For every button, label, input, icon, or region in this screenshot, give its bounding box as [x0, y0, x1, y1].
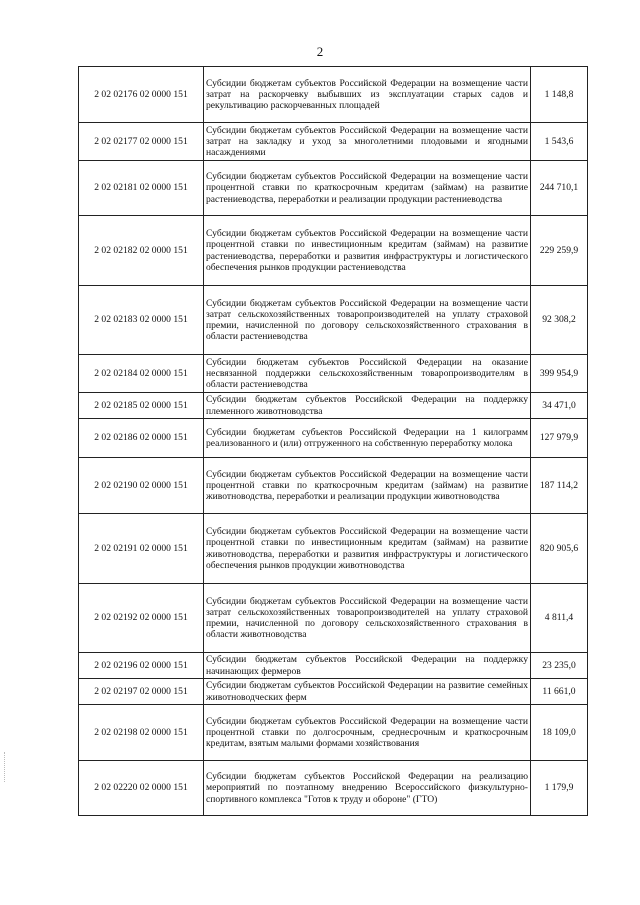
row-description: Субсидии бюджетам субъектов Российской Федерации на возмещение части затрат на раскорчевку выбывших из эксплуатации старых садов и рекультивацию раскорчеванных площадей	[204, 67, 531, 123]
row-amount: 1 543,6	[531, 123, 588, 161]
row-amount: 18 109,0	[531, 705, 588, 761]
row-amount: 1 179,9	[531, 761, 588, 816]
table-row	[79, 705, 588, 761]
row-code: 2 02 02190 02 0000 151	[79, 458, 204, 514]
row-description: Субсидии бюджетам субъектов Российской Федерации на реализацию мероприятий по поэтапному внедрению Всероссийского физкультурно-спортивного комплекса "Готов к труду и обороне" (ГТО)	[204, 761, 531, 816]
row-description: Субсидии бюджетам субъектов Российской Федерации на возмещение части процентной ставки по краткосрочным кредитам (займам) на развитие растениеводства, переработки и реализации продукции растениеводства	[204, 161, 531, 216]
table-row	[79, 161, 588, 216]
row-description: Субсидии бюджетам субъектов Российской Федерации на возмещение части затрат сельскохозяйственных товаропроизводителей на уплату страховой премии, начисленной по договору сельскохозяйственного страхования в области растениеводства	[204, 286, 531, 355]
table-row	[79, 67, 588, 123]
table-row	[79, 584, 588, 653]
row-amount: 820 905,6	[531, 514, 588, 584]
row-description: Субсидии бюджетам субъектов Российской Федерации на возмещение части затрат на закладку и уход за многолетними плодовыми и ягодными насаждениями	[204, 123, 531, 161]
row-amount: 399 954,9	[531, 355, 588, 393]
row-amount: 244 710,1	[531, 161, 588, 216]
row-amount: 1 148,8	[531, 67, 588, 123]
row-description: Субсидии бюджетам субъектов Российской Федерации на развитие семейных животноводческих ферм	[204, 679, 531, 705]
table-row	[79, 419, 588, 458]
row-description: Субсидии бюджетам субъектов Российской Федерации на поддержку племенного животноводства	[204, 393, 531, 419]
row-amount: 187 114,2	[531, 458, 588, 514]
row-code: 2 02 02191 02 0000 151	[79, 514, 204, 584]
row-code: 2 02 02183 02 0000 151	[79, 286, 204, 355]
row-code: 2 02 02185 02 0000 151	[79, 393, 204, 419]
row-code: 2 02 02197 02 0000 151	[79, 679, 204, 705]
table-row	[79, 653, 588, 679]
table-row	[79, 216, 588, 286]
row-amount: 34 471,0	[531, 393, 588, 419]
table-row	[79, 761, 588, 816]
table-body	[79, 67, 588, 816]
row-description: Субсидии бюджетам субъектов Российской Федерации на 1 килограмм реализованного и (или) отгруженного на собственную переработку молока	[204, 419, 531, 458]
row-code: 2 02 02176 02 0000 151	[79, 67, 204, 123]
row-amount: 11 661,0	[531, 679, 588, 705]
row-code: 2 02 02184 02 0000 151	[79, 355, 204, 393]
table-row	[79, 355, 588, 393]
table-row	[79, 514, 588, 584]
row-amount: 229 259,9	[531, 216, 588, 286]
row-description: Субсидии бюджетам субъектов Российской Федерации на возмещение части процентной ставки по долгосрочным, среднесрочным и краткосрочным кредитам, взятым малыми формами хозяйствования	[204, 705, 531, 761]
row-description: Субсидии бюджетам субъектов Российской Федерации на возмещение части процентной ставки по инвестиционным кредитам (займам) на развитие животноводства, переработки и развития инфраструктуры и логистического обеспечения рынков продукции животноводства	[204, 514, 531, 584]
table-row	[79, 123, 588, 161]
row-code: 2 02 02177 02 0000 151	[79, 123, 204, 161]
table-row	[79, 679, 588, 705]
row-description: Субсидии бюджетам субъектов Российской Федерации на возмещение части затрат сельскохозяйственных товаропроизводителей на уплату страховой премии, начисленной по договору сельскохозяйственного страхования в области животноводства	[204, 584, 531, 653]
row-code: 2 02 02186 02 0000 151	[79, 419, 204, 458]
row-description: Субсидии бюджетам субъектов Российской Федерации на оказание несвязанной поддержки сельскохозяйственным товаропроизводителям в области растениеводства	[204, 355, 531, 393]
page-number: 2	[316, 44, 324, 59]
row-code: 2 02 02198 02 0000 151	[79, 705, 204, 761]
row-description: Субсидии бюджетам субъектов Российской Федерации на поддержку начинающих фермеров	[204, 653, 531, 679]
row-code: 2 02 02196 02 0000 151	[79, 653, 204, 679]
row-code: 2 02 02182 02 0000 151	[79, 216, 204, 286]
table-row	[79, 393, 588, 419]
row-description: Субсидии бюджетам субъектов Российской Федерации на возмещение части процентной ставки по инвестиционным кредитам (займам) на развитие растениеводства, переработки и развития инфраструктуры и логистического обеспечения рынков продукции растениеводства	[204, 216, 531, 286]
row-amount: 4 811,4	[531, 584, 588, 653]
row-code: 2 02 02192 02 0000 151	[79, 584, 204, 653]
margin-scan-marks	[4, 752, 7, 782]
row-code: 2 02 02181 02 0000 151	[79, 161, 204, 216]
row-amount: 23 235,0	[531, 653, 588, 679]
row-amount: 127 979,9	[531, 419, 588, 458]
budget-subsidies-table	[78, 66, 588, 816]
table-row	[79, 286, 588, 355]
table-row	[79, 458, 588, 514]
row-amount: 92 308,2	[531, 286, 588, 355]
row-code: 2 02 02220 02 0000 151	[79, 761, 204, 816]
row-description: Субсидии бюджетам субъектов Российской Федерации на возмещение части процентной ставки по краткосрочным кредитам (займам) на развитие животноводства, переработки и реализации продукции животноводства	[204, 458, 531, 514]
